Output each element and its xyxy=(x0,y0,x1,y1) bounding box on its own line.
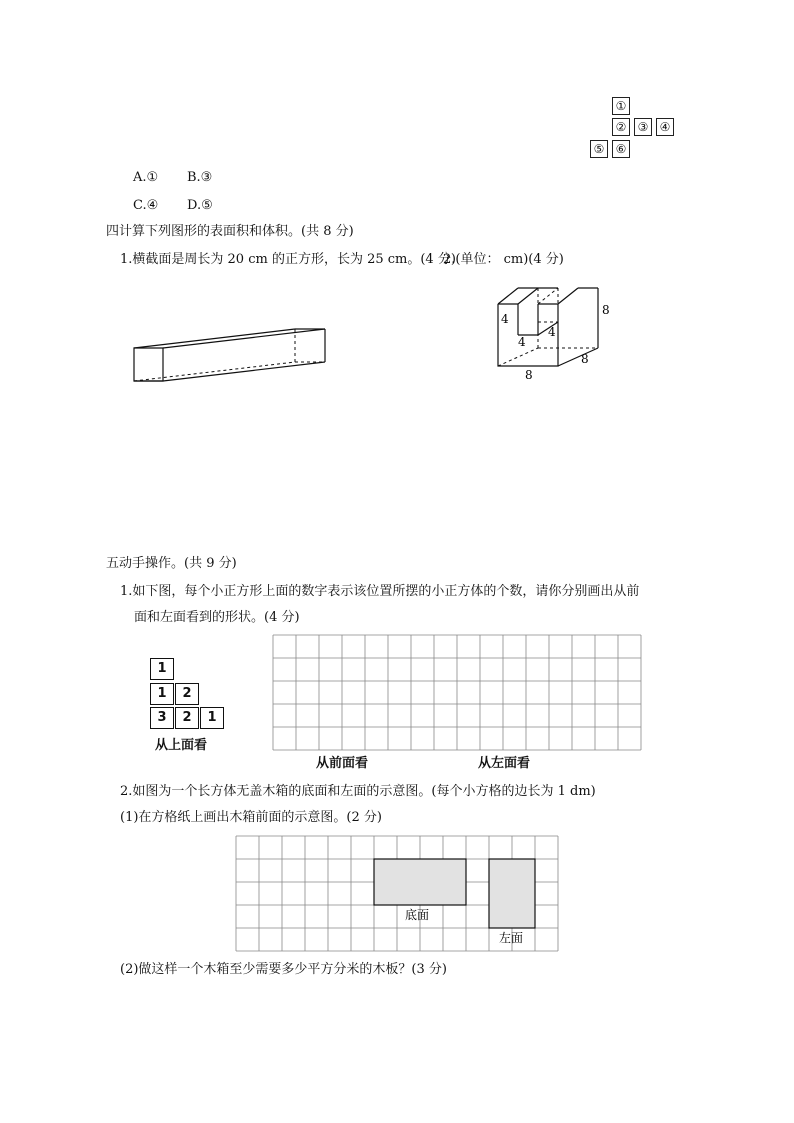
left-face-label: 左面 xyxy=(499,931,524,945)
net-cell-1: ① xyxy=(612,97,630,115)
left-face-rect xyxy=(489,859,535,928)
top-view-cell: 3 xyxy=(150,707,174,729)
top-view-cell: 1 xyxy=(200,707,224,729)
label-notch-height: 4 xyxy=(501,312,509,326)
section5-q2-sub2: (2)做这样一个木箱至少需要多少平方分米的木板？(3 分) xyxy=(120,962,447,977)
section5-q1-line2: 面和左面看到的形状。(4 分) xyxy=(134,610,300,625)
section4-q2: 2.(单位： cm)(4 分) xyxy=(443,252,564,267)
choice-d[interactable]: D.⑤ xyxy=(187,198,213,213)
choice-a[interactable]: A.① xyxy=(133,170,159,185)
top-view-cell: 1 xyxy=(150,683,174,705)
choice-c[interactable]: C.④ xyxy=(133,198,159,213)
section4-title: 四计算下列图形的表面积和体积。(共 8 分) xyxy=(106,224,354,239)
top-view-cell: 2 xyxy=(175,683,199,705)
net-cell-4: ④ xyxy=(656,118,674,136)
label-height: 8 xyxy=(602,303,610,317)
front-view-caption: 从前面看 xyxy=(316,756,369,771)
bottom-face-label: 底面 xyxy=(405,908,430,922)
section5-q2: 2.如图为一个长方体无盖木箱的底面和左面的示意图。(每个小方格的边长为 1 dm) xyxy=(120,784,596,799)
net-cell-6: ⑥ xyxy=(612,140,630,158)
section5-q2-sub1: (1)在方格纸上画出木箱前面的示意图。(2 分) xyxy=(120,810,382,825)
bottom-face-rect xyxy=(374,859,466,905)
drawing-grid-views[interactable] xyxy=(272,634,645,752)
label-width: 8 xyxy=(525,368,533,382)
net-cell-5: ⑤ xyxy=(590,140,608,158)
drawing-grid-box[interactable] xyxy=(235,835,560,953)
net-cell-2: ② xyxy=(612,118,630,136)
section4-q1: 1.横截面是周长为 20 cm 的正方形，长为 25 cm。(4 分) xyxy=(120,252,456,267)
section5-q1-line1: 1.如下图，每个小正方形上面的数字表示该位置所摆的小正方体的个数，请你分别画出从前 xyxy=(120,584,640,599)
choice-b[interactable]: B.③ xyxy=(187,170,213,185)
label-notch-width: 4 xyxy=(518,335,526,349)
left-view-caption: 从左面看 xyxy=(478,756,531,771)
net-cell-3: ③ xyxy=(634,118,652,136)
top-view-cell: 1 xyxy=(150,658,174,680)
top-view-caption: 从上面看 xyxy=(155,738,208,753)
top-view-cell: 2 xyxy=(175,707,199,729)
label-depth: 8 xyxy=(581,352,589,366)
square-prism-figure xyxy=(125,320,335,390)
section5-title: 五动手操作。(共 9 分) xyxy=(106,556,237,571)
notched-cube-figure xyxy=(488,278,613,383)
label-notch-depth: 4 xyxy=(548,325,556,339)
